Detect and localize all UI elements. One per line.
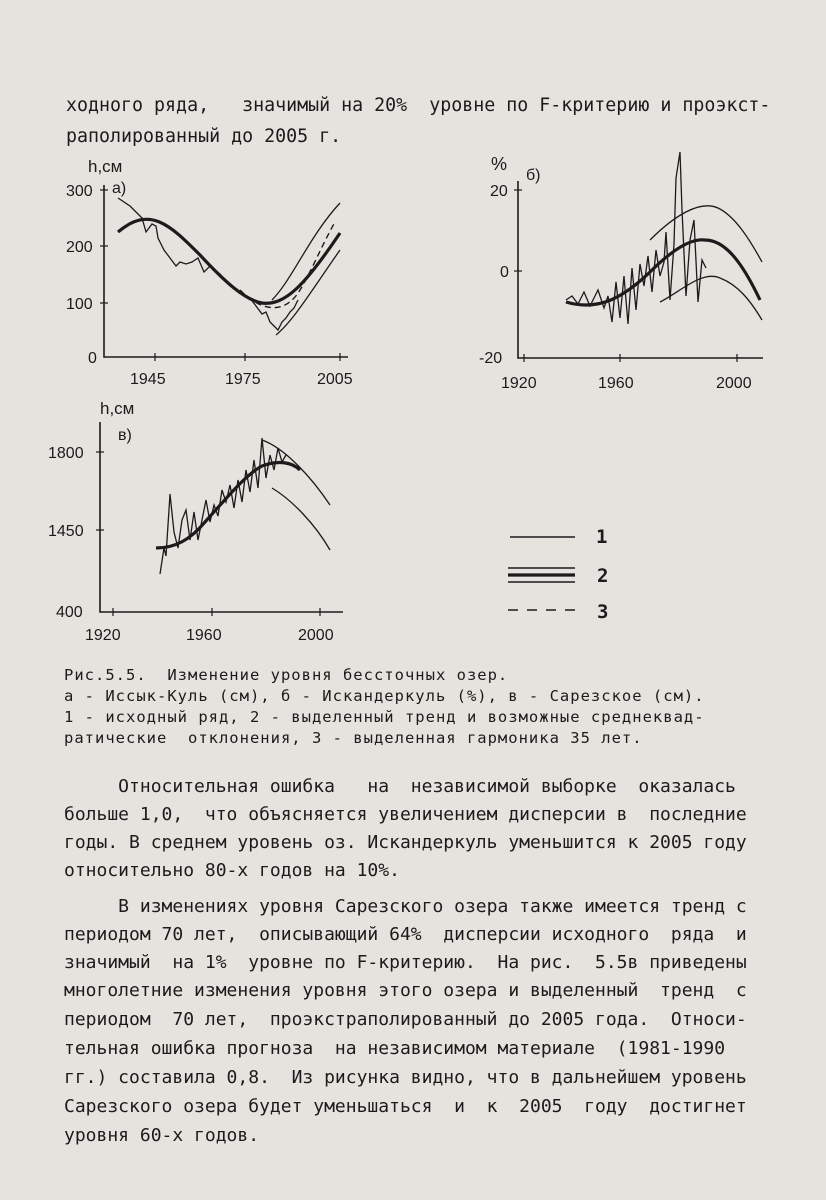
y-tick-label: 20 xyxy=(490,183,508,200)
body-text-line: тельная ошибка прогноза на независимом материале (1981-1990 xyxy=(64,1038,726,1059)
y-axis-label: h,см xyxy=(100,399,135,418)
y-tick-label: 300 xyxy=(66,183,93,200)
series-1-line xyxy=(566,152,706,324)
body-text-line: гг.) составила 0,8. Из рисунка видно, что в дальнейшем уровень xyxy=(64,1067,747,1088)
legend xyxy=(508,526,608,623)
figure-caption-line: 1 - исходный ряд, 2 - выделенный тренд и возможные среднеквад- xyxy=(64,708,705,726)
series-2-trend xyxy=(156,463,300,548)
series-1-line xyxy=(160,438,286,574)
body-text-line: годы. В среднем уровень оз. Искандеркуль уменьшится к 2005 году xyxy=(64,832,747,853)
x-tick-label: 1920 xyxy=(501,375,537,392)
body-text-line: Сарезского озера будет уменьшаться и к 2005 году достигнет xyxy=(64,1096,747,1117)
figure-caption-line: а - Иссык-Куль (см), б - Искандеркуль (%), в - Сарезское (см). xyxy=(64,687,705,705)
x-tick-label: 1975 xyxy=(225,371,261,388)
y-tick-label: 0 xyxy=(88,350,97,367)
series-2-lower xyxy=(660,276,762,320)
figure-caption-line: ратические отклонения, 3 - выделенная гармоника 35 лет. xyxy=(64,729,643,747)
y-tick-label: 1800 xyxy=(48,445,84,462)
x-tick-label: 2000 xyxy=(298,627,334,644)
panel-label: в) xyxy=(118,427,132,444)
body-text-line: В изменениях уровня Сарезского озера также имеется тренд с xyxy=(64,896,747,917)
x-tick-label: 1960 xyxy=(186,627,222,644)
legend-number: 3 xyxy=(597,601,609,623)
body-text-line: значимый на 1% уровне по F-критерию. На рис. 5.5в приведены xyxy=(64,952,747,973)
figure-caption-line: Рис.5.5. Изменение уровня бессточных озер. xyxy=(64,666,509,684)
y-tick-label: 400 xyxy=(56,604,83,621)
series-2-lower xyxy=(272,488,330,550)
chart-panel-a xyxy=(66,157,353,388)
y-axis-label: % xyxy=(491,154,508,174)
series-2-upper xyxy=(262,440,330,505)
body-text-line: уровня 60-х годов. xyxy=(64,1125,260,1146)
y-tick-label: -20 xyxy=(479,350,503,367)
body-text-line: периодом 70 лет, описывающий 64% дисперсии исходного ряда и xyxy=(64,924,747,945)
series-2-lower xyxy=(276,250,340,335)
legend-number: 1 xyxy=(596,526,608,548)
text-line: раполированный до 2005 г. xyxy=(66,126,342,147)
x-tick-label: 1945 xyxy=(130,371,166,388)
y-axis-label: h,см xyxy=(88,157,123,176)
y-tick-label: 0 xyxy=(500,264,509,281)
body-text-line: относительно 80-х годов на 10%. xyxy=(64,860,400,881)
body-text-line: Относительная ошибка на независимой выборке оказалась xyxy=(64,776,736,797)
series-2-trend xyxy=(118,219,340,303)
y-tick-label: 1450 xyxy=(48,523,84,540)
body-text-line: больше 1,0, что объясняется увеличением дисперсии в последние xyxy=(64,804,747,825)
chart-panel-b xyxy=(479,152,763,392)
y-tick-label: 100 xyxy=(66,296,93,313)
body-text-line: периодом 70 лет, проэкстраполированный до 2005 года. Относи- xyxy=(64,1009,747,1030)
legend-number: 2 xyxy=(597,565,609,587)
text-line: ходного ряда, значимый на 20% уровне по F-критерию и проэкст- xyxy=(66,95,771,116)
y-tick-label: 200 xyxy=(66,239,93,256)
panel-label: а) xyxy=(112,180,127,197)
x-tick-label: 1960 xyxy=(598,375,634,392)
x-tick-label: 2005 xyxy=(317,371,353,388)
chart-panel-c xyxy=(48,399,343,644)
panel-label: б) xyxy=(526,167,541,184)
x-tick-label: 1920 xyxy=(85,627,121,644)
body-text-line: многолетние изменения уровня этого озера и выделенный тренд с xyxy=(64,980,747,1001)
series-2-upper xyxy=(272,203,340,300)
x-tick-label: 2000 xyxy=(716,375,752,392)
